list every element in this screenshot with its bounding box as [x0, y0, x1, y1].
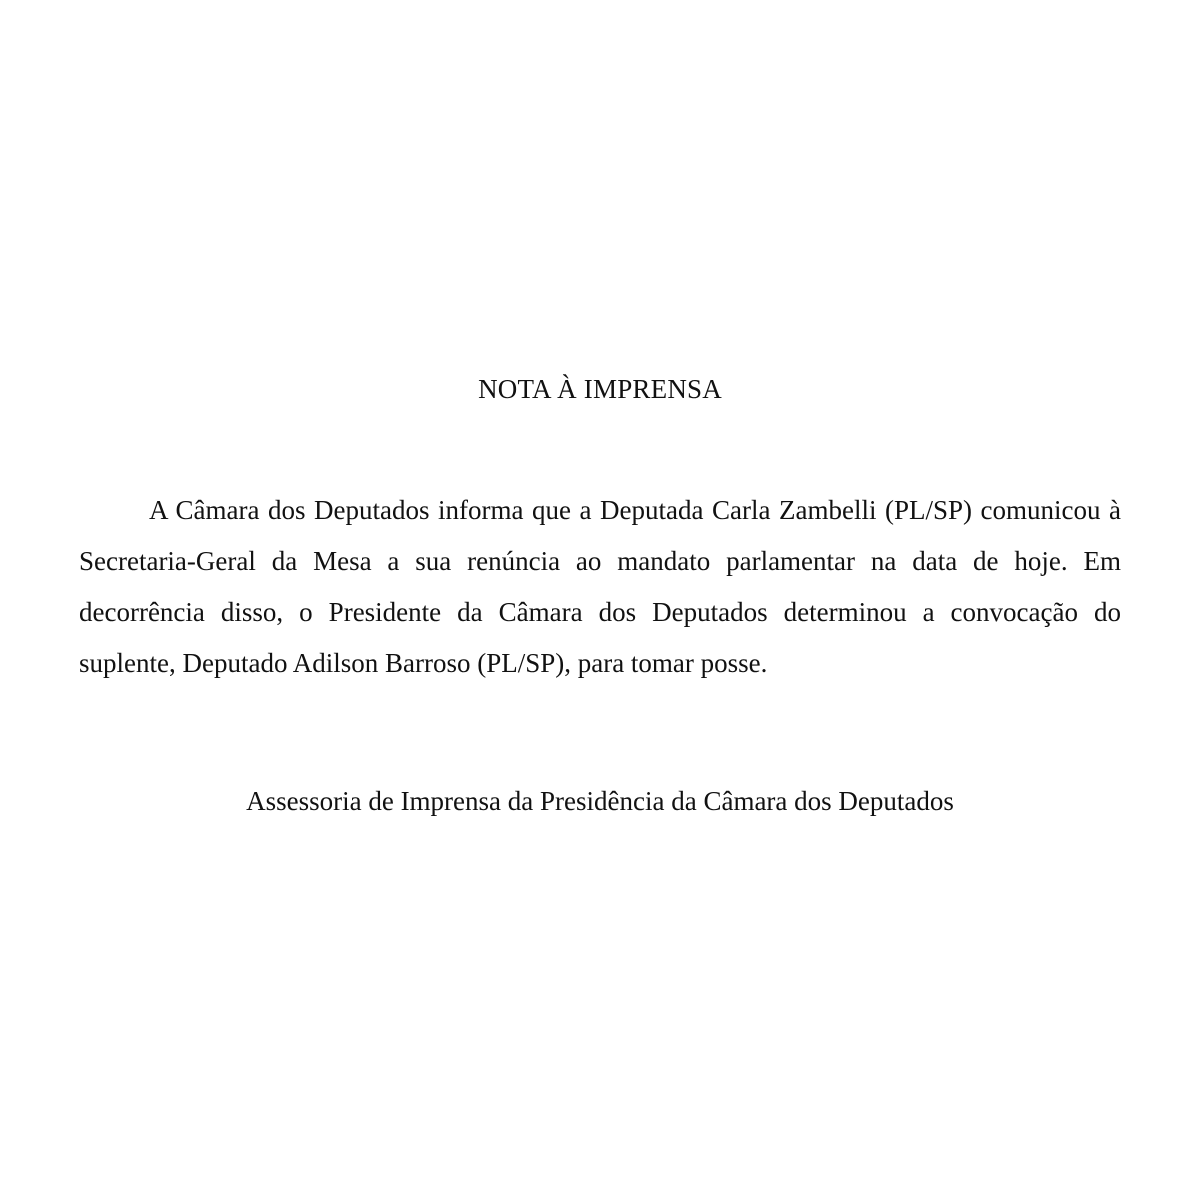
- document-title: NOTA À IMPRENSA: [478, 374, 722, 404]
- document-signature: Assessoria de Imprensa da Presidência da Câmara dos Deputados: [246, 786, 954, 816]
- document-paragraph: A Câmara dos Deputados informa que a Deputada Carla Zambelli (PL/SP) comunicou à Secretaria-Geral da Mesa a sua renúncia ao mandato parlamentar na data de hoje. Em decorrência disso, o Presidente da Câmara dos Deputados determinou a convocação do suplente, Deputado Adilson Barroso (PL/SP), para tomar posse.: [79, 495, 1121, 678]
